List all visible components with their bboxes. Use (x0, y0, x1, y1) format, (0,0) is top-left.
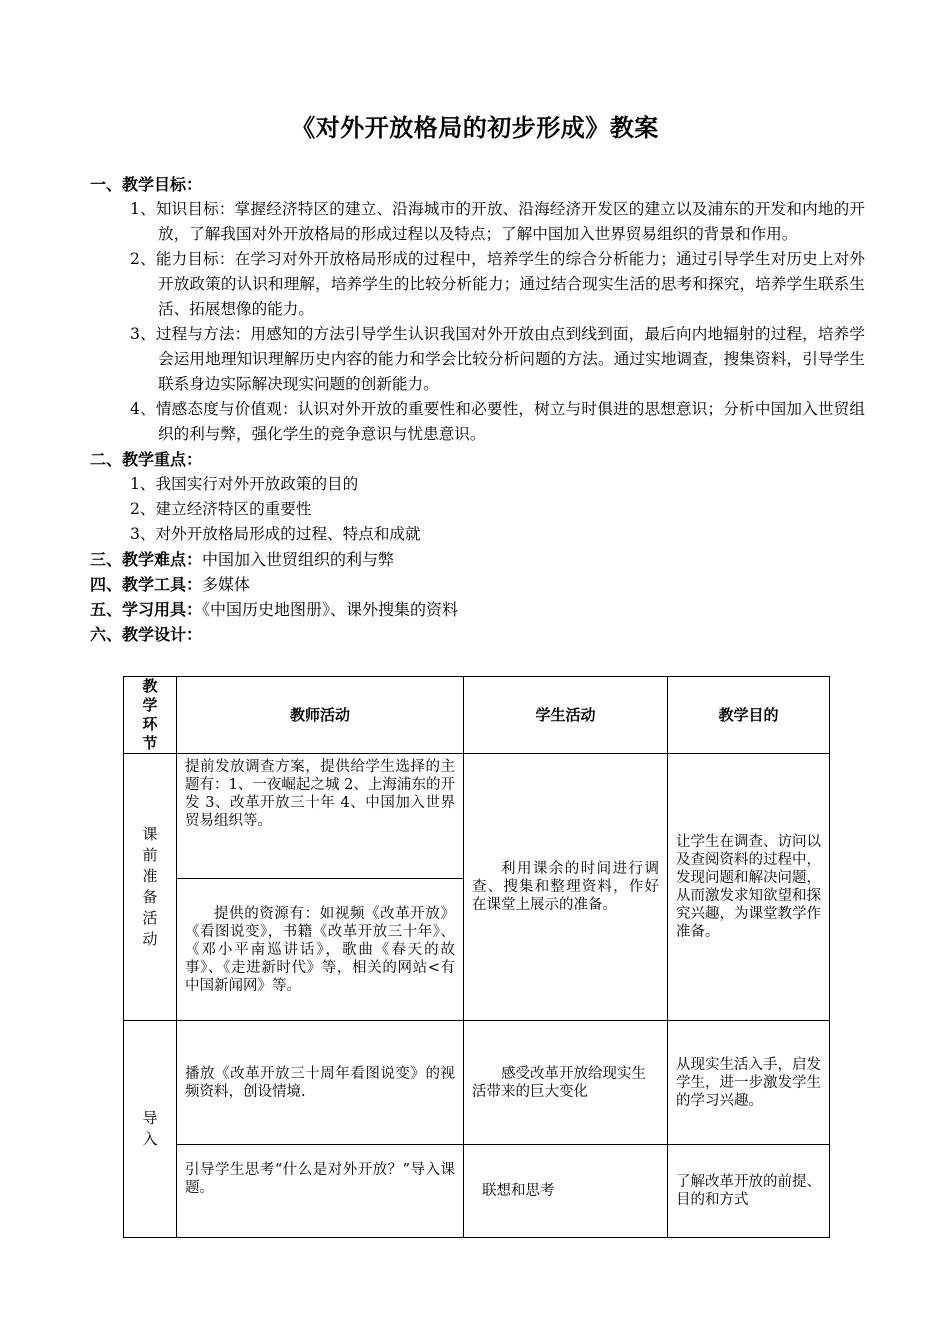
table-row (124, 1145, 830, 1238)
teacher-activity-cell: 引导学生思考“什么是对外开放？”导入课题。 (177, 1145, 464, 1238)
purpose-cell: 了解改革开放的前提、目的和方式 (668, 1145, 830, 1238)
section-tools: 四、教学工具：多媒体 (90, 575, 251, 594)
goal-item: 1、知识目标：掌握经济特区的建立、沿海城市的开放、沿海经济开发区的建立以及浦东的开发和内地的开放，了解我国对外开放格局的形成过程以及特点；了解中国加入世界贸易组织的背景和作用。 (130, 200, 865, 243)
teacher-activity-cell: 提供的资源有：如视频《改革开放》《看图说变》，书籍《改革开放三十年》、《邓小平南巡讲话》，歌曲《春天的故事》、《走进新时代》等，相关的网站<有中国新闻网》等。 (177, 879, 464, 1021)
purpose-cell: 让学生在调查、访问以及查阅资料的过程中，发现问题和解决问题，从而激发求知欲望和探究兴趣，为课堂教学作准备。 (668, 754, 830, 1021)
header-teacher-activity: 教师活动 (177, 677, 464, 754)
purpose-cell: 从现实生活入手，启发学生，进一步激发学生的学习兴趣。 (668, 1021, 830, 1145)
student-activity-cell: 利用课余的时间进行调查、搜集和整理资料，作好在课堂上展示的准备。 (464, 754, 668, 1021)
lesson-plan-body (90, 172, 865, 647)
table-header-row (124, 677, 830, 754)
key-point-item: 3、对外开放格局形成的过程、特点和成就 (130, 525, 421, 543)
header-purpose: 教学目的 (668, 677, 830, 754)
stage-introduction: 导 入 (124, 1021, 177, 1238)
header-stage: 教 学 环 节 (124, 677, 177, 754)
section-heading-key-points: 二、教学重点： (90, 450, 203, 469)
goal-item: 3、过程与方法：用感知的方法引导学生认识我国对外开放由点到线到面，最后向内地辐射的过程，培养学会运用地理知识理解历史内容的能力和学会比较分析问题的方法。通过实地调查，搜集资料，引导学生联系身边实际解决现实问题的创新能力。 (130, 325, 865, 393)
key-point-item: 2、建立经济特区的重要性 (130, 500, 312, 518)
goal-item: 2、能力目标：在学习对外开放格局形成的过程中，培养学生的综合分析能力；通过引导学生对历史上对外开放政策的认识和理解，培养学生的比较分析能力；通过结合现实生活的思考和探究，培养学生联系生活、拓展想像的能力。 (130, 250, 865, 318)
section-heading-design: 六、教学设计： (90, 625, 203, 644)
student-activity-cell: 联想和思考 (464, 1145, 668, 1238)
section-supplies: 五、学习用具：《中国历史地图册》、课外搜集的资料 (90, 600, 459, 619)
teaching-design-table (123, 676, 830, 1238)
section-difficulty: 三、教学难点：中国加入世贸组织的利与弊 (90, 550, 395, 569)
document-title: 《对外开放格局的初步形成》教案 (291, 114, 659, 142)
table-row (124, 754, 830, 879)
section-heading-goals: 一、教学目标： (90, 175, 203, 194)
table-row (124, 1021, 830, 1145)
header-student-activity: 学生活动 (464, 677, 668, 754)
teacher-activity-cell: 提前发放调查方案，提供给学生选择的主题有：1、一夜崛起之城 2、上海浦东的开发 3、改革开放三十年 4、中国加入世界贸易组织等。 (177, 754, 464, 879)
stage-preparation: 课 前 准 备 活 动 (124, 754, 177, 1021)
student-activity-cell: 感受改革开放给现实生活带来的巨大变化 (464, 1021, 668, 1145)
goal-item: 4、情感态度与价值观：认识对外开放的重要性和必要性，树立与时俱进的思想意识；分析中国加入世贸组织的利与弊，强化学生的竞争意识与忧患意识。 (130, 400, 865, 443)
key-point-item: 1、我国实行对外开放政策的目的 (130, 475, 359, 493)
teacher-activity-cell: 播放《改革开放三十周年看图说变》的视频资料，创设情境. (177, 1021, 464, 1145)
